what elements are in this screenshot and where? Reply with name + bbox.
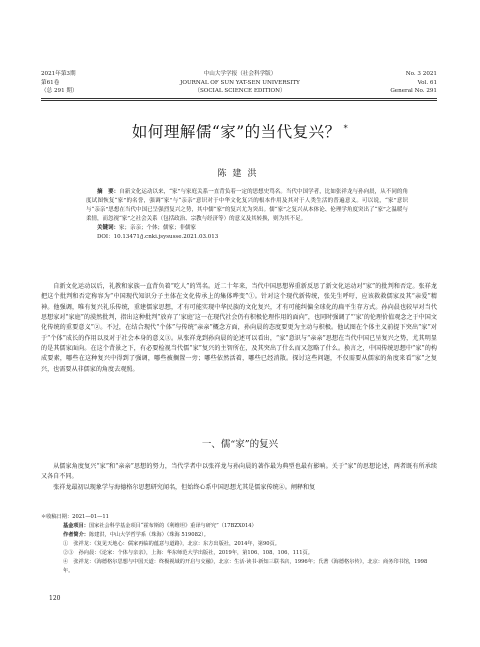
received-value: 2021—01—11 <box>72 514 109 520</box>
received-label: ＊收稿日期： <box>41 514 73 520</box>
volume-en: Vol. 61 <box>417 79 437 86</box>
body-paragraph: 从儒家角度复兴“家”和“亲亲”思想的努力，当代学者中以张祥龙与孙向晨的著作最为典型也最有影响。关于“家”的思想论述，两者既有所承续又各自不同。 <box>41 463 437 481</box>
article-title-text: 如何理解儒“家”的当代复兴？ <box>131 123 341 141</box>
title-footnote-mark: * <box>343 123 349 133</box>
footnote-item: ① 张祥龙：《复见天地心：儒家再临的蕴意与道路》，北京：东方出版社，2014年，第90页。 <box>63 541 280 547</box>
keywords-text: 家；亲亲；个体；儒家；非儒家 <box>119 225 197 231</box>
keywords-line <box>86 224 408 233</box>
abstract-paragraph <box>86 188 408 224</box>
issue-volume: 第61卷 <box>41 79 60 86</box>
doi-line: DOI：10.13471/j.cnki.jsysusse.2021.03.013 <box>97 234 219 240</box>
body-paragraph: 自新文化运动以后，礼教和家族一直背负着“吃人”的骂名。近二十年来，当代中国思想界重新反思了新文化运动对“家”的批判和否定。张祥龙把这个批判和否定称容为“中国现代知识分子主体在文化传承上的集体哗变”①。针对这个现代新传统，张先生呼吁，应该救救儒家及其“亲爱”精神。他强调，唯有复兴礼乐传统，重建儒家思想，才有可能实现中华民族的文化复兴，才有可能纠偏全球化的扁平生存方式。孙向晨也较早对当代思想家对“家庭”的漠然批判，指出这种批判“放弃了‘家庭’这一在现代社会仍有积极伦理作用的面向”，也同时强调了“‘家’的伦理价值观念之于中国文化传统的重要意义”②。不过，在结合现代“个体”与传统“亲亲”概念方面，孙向晨的态度要更为主动与积极。他试图在个体主义前提下突出“家”对于“个体”成长的作用以及对于社会本身的意义③。从张祥龙到孙向晨的论述可以看出，“家”意识与“亲亲”思想在当代中国已呈复兴之势，尤其明显的是其儒家面向。在这个背景之下，有必要检视当代儒“家”复兴的主智所在，及其突出了什么而又忽略了什么。换言之，中国传统思想中“家”的构成要素，哪些在这种复兴中得到了强调，哪些被搁置一旁；哪些依然活着，哪些已经消散。探讨这些问题，不仅需要从儒家的角度来看“家”之复兴，也需要从非儒家的角度去观照。 <box>41 283 437 373</box>
section-body <box>41 462 437 493</box>
intro-body <box>41 282 437 375</box>
author-info-label: 作者简介： <box>63 532 89 538</box>
header-rule-bottom <box>41 100 437 101</box>
section-heading: 一、儒“家”的复兴 <box>201 439 279 450</box>
journal-name-en: JOURNAL OF SUN YAT-SEN UNIVERSITY <box>180 79 300 86</box>
header-rule-top <box>41 98 437 99</box>
received-date <box>41 513 437 522</box>
journal-name <box>140 70 340 96</box>
general-number-en: General No. 291 <box>390 88 437 95</box>
issue-number-en: No. 3 2021 <box>405 71 437 77</box>
journal-edition-en: （SOCIAL SCIENCE EDITION） <box>194 88 286 95</box>
footnote-item: ④ 张祥龙：《海德格尔思想与中国天道：终极视域的开启与交融》，北京：生活·读书·新知三联书店，1996年；氏著《海德格尔传》，北京：商务印书馆，1998年。 <box>63 559 428 574</box>
author-name: 陈建洪 <box>217 169 263 179</box>
fund-info <box>41 522 437 531</box>
fund-label: 基金项目： <box>63 523 89 529</box>
page-number: 120 <box>49 595 61 602</box>
author-info-value: 陈建洪，中山大学哲学系（珠海）（珠海 519082）。 <box>88 532 209 538</box>
article-title <box>0 120 480 142</box>
keywords-label: 关键词： <box>97 225 120 231</box>
abstract-label: 摘 要： <box>97 189 120 195</box>
journal-issue-info <box>41 70 78 96</box>
abstract-block <box>86 188 408 242</box>
footnotes-block <box>41 513 437 576</box>
abstract-text: 自新文化运动以来，“家”与家庭关系一直背负着一定的思想史骂名。当代中国学者，比如张祥龙与孙向晨，从不同的角度试图恢复“家”的名誉，强调“家”与“亲亲”意识对于中华文化复兴的根本作用及其对于人类生活的普遍意义。可以说，“家”意识与“亲亲”思想在当代中国已呈强烈复兴之势，其中儒“家”的复兴尤为突出。儒“家”之复兴从本体论、伦理学角度突出了“家”之温暖与柔情，而忽视“家”之社会关系（包括政治、宗教与经济等）的意义及其转换，则为其不足。 <box>86 189 408 222</box>
issue-year: 2021年第3期 <box>41 71 76 77</box>
fund-value: 国家社会科学基金项目“霍布斯的《利维坦》重译与研究”（17BZX014） <box>88 523 257 529</box>
issue-general-number: （总 291 期） <box>41 88 78 95</box>
journal-name-cn: 中山大学学报（社会科学版） <box>203 71 277 77</box>
footnote-item: ②③ 孙向晨：《论家：个体与亲亲》，上海：华东师范大学出版社，2019年，第106、108、106、111页。 <box>63 550 313 556</box>
author-info <box>41 531 437 540</box>
body-paragraph: 张祥龙最初以现象学与海德格尔思想研究闻名，但始终心系中国思想尤其是儒家传统④。闸释和复 <box>53 483 316 491</box>
journal-issue-info-en <box>390 70 437 96</box>
